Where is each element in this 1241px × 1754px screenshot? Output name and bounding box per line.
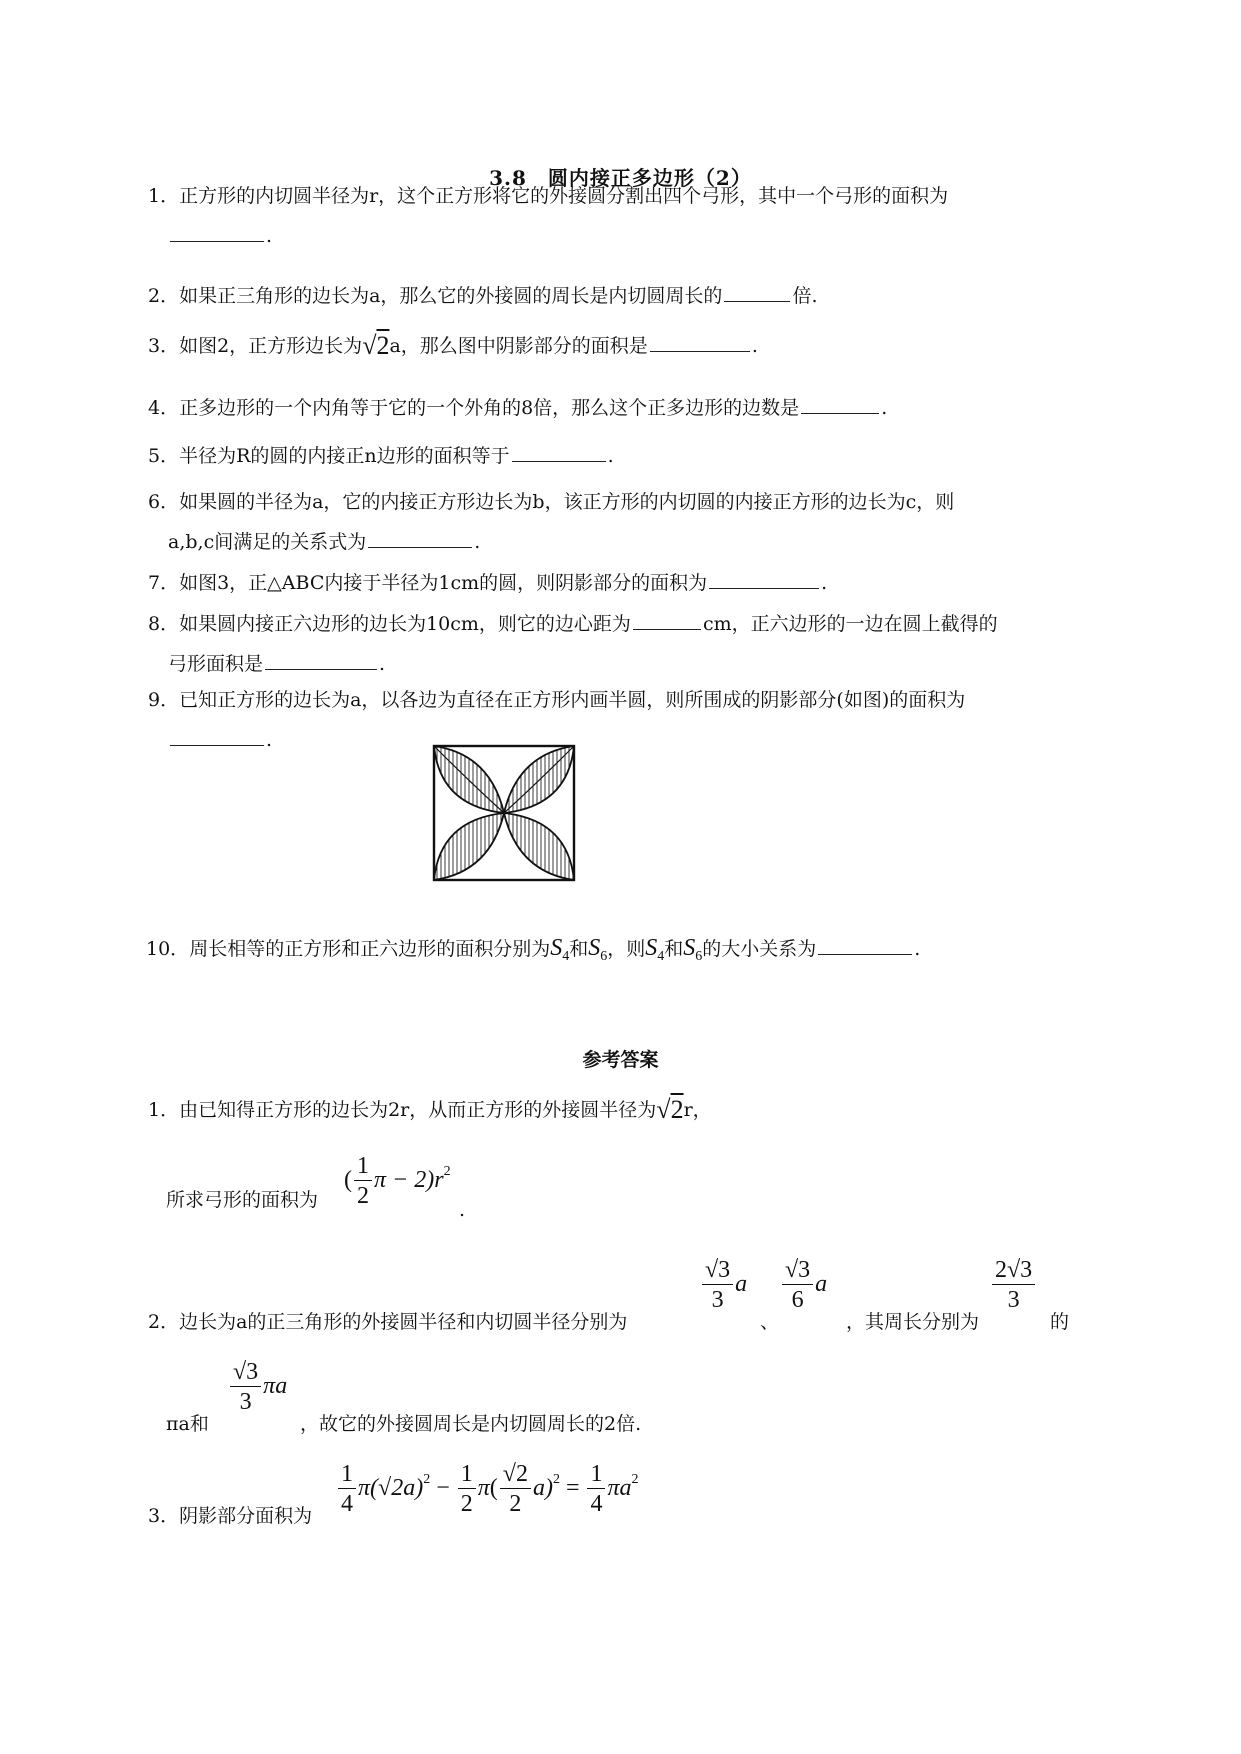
question-9: 9．已知正方形的边长为a，以各边为直径在正方形内画半圆，则所围成的阴影部分(如图)的面积为 .: [148, 689, 966, 751]
answer-3-formula: $\frac{1}{4}$ $\pi(√2a)^2$ − $\frac{1}{2}$ π( $\frac{√2}{2}$ a)$^2$ = $\frac{1}{4}$ $\pi a^2$: [336, 1460, 639, 1519]
answer-blank: [801, 412, 879, 414]
answer-3: 3．阴影部分面积为: [148, 1505, 313, 1527]
sqrt-expression: √2: [656, 1095, 684, 1124]
answer-2-mid: ，其周长分别为: [846, 1311, 980, 1333]
answer-2-circumference-factor: $\frac{2√3}{3}$: [990, 1256, 1037, 1315]
question-7: 7．如图3，正△ABC内接于半径为1cm的圆，则阴影部分的面积为 .: [148, 572, 828, 594]
answer-blank: [709, 587, 819, 589]
answer-blank: [170, 240, 264, 242]
question-4: 4．正多边形的一个内角等于它的一个外角的8倍，那么这个正多边形的边数是 .: [148, 397, 888, 419]
answer-blank: [170, 744, 264, 746]
answer-2-sep: 、: [760, 1311, 780, 1333]
s6-symbol: $S_6$: [588, 935, 608, 964]
question-10: 10．周长相等的正方形和正六边形的面积分别为$S_4$和$S_6$，则$S_4$和$S_6$的大小关系为 .: [146, 935, 921, 964]
answer-2-circumradius: $\frac{√3}{3}$ a: [700, 1256, 747, 1315]
petal-bottom-right: [504, 813, 574, 880]
answer-blank: [512, 460, 606, 462]
answer-2-de: 的: [1050, 1311, 1070, 1333]
answer-blank: [368, 546, 472, 548]
s4-symbol: $S_4$: [550, 935, 570, 964]
answer-2-inner-circumference: $\frac{√3}{3}$ πa: [228, 1358, 287, 1417]
petal-bottom-left: [434, 813, 504, 880]
question-5: 5．半径为R的圆的内接正n边形的面积等于 .: [148, 445, 614, 467]
answer-blank: [650, 350, 750, 352]
answer-1-formula: ( $\frac{1}{2}$ $\pi - 2)r^2$: [344, 1153, 451, 1209]
s6-symbol: $S_6$: [683, 935, 703, 964]
answer-blank: [818, 953, 912, 955]
question-1: 1．正方形的内切圆半径为r，这个正方形将它的外接圆分割出四个弓形，其中一个弓形的面积为 .: [148, 185, 949, 247]
answer-2-line-2b: ，故它的外接圆周长是内切圆周长的2倍.: [300, 1413, 642, 1435]
answer-1-line-2: 所求弓形的面积为: [166, 1189, 319, 1211]
four-petal-figure: [432, 744, 576, 882]
answer-2-inradius: $\frac{√3}{6}$ a: [780, 1256, 827, 1315]
question-2: 2．如果正三角形的边长为a，那么它的外接圆的周长是内切圆周长的 倍.: [148, 285, 818, 307]
answer-blank: [265, 668, 377, 670]
answers-title: 参考答案: [582, 1049, 659, 1071]
page-title: 3.8 圆内接正多边形（2）: [489, 166, 752, 190]
answer-2-line-2a: πa和: [166, 1413, 209, 1435]
answer-1: 1．由已知得正方形的边长为2r，从而正方形的外接圆半径为√2r，: [148, 1090, 1098, 1130]
question-8: 8．如果圆内接正六边形的边长为10cm，则它的边心距为 cm，正六边形的一边在圆上截得的 弓形面积是 .: [148, 613, 998, 675]
answer-2: 2．边长为a的正三角形的外接圆半径和内切圆半径分别为: [148, 1311, 628, 1333]
question-3: 3．如图2，正方形边长为√2a，那么图中阴影部分的面积是 .: [148, 326, 1098, 366]
answer-1-end: .: [459, 1199, 466, 1221]
answer-blank: [633, 628, 701, 630]
answer-blank: [724, 300, 790, 302]
s4-symbol: $S_4$: [645, 935, 665, 964]
question-6: 6．如果圆的半径为a，它的内接正方形边长为b，该正方形的内切圆的内接正方形的边长为c，则 a,b,c间满足的关系式为 .: [148, 491, 955, 553]
sqrt-expression: √2: [362, 331, 390, 360]
